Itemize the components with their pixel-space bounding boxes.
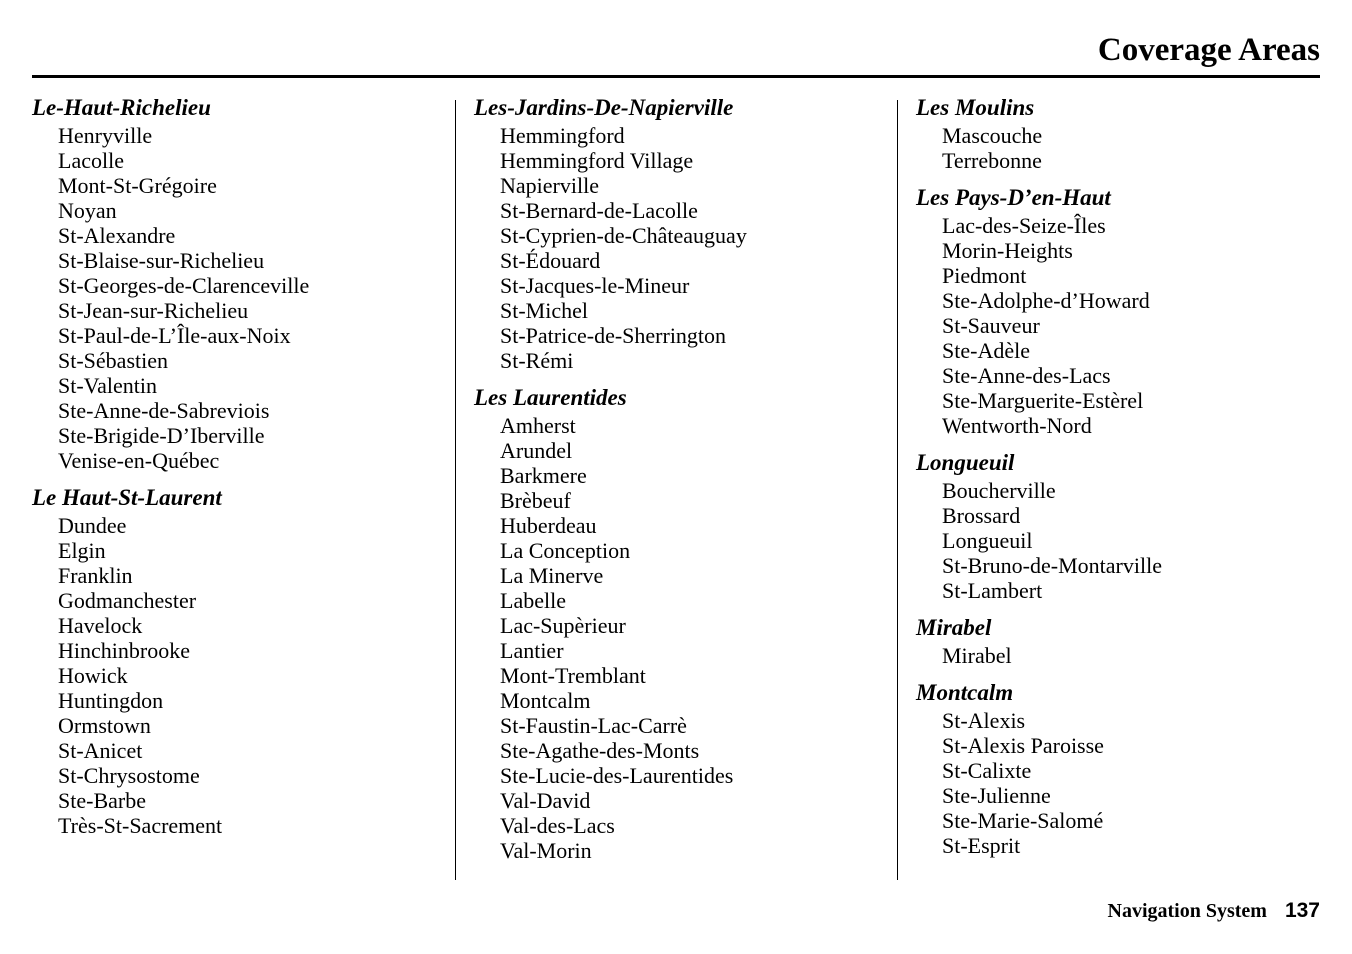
column-divider	[455, 100, 456, 880]
region-section	[916, 448, 1336, 603]
page-number: 137	[1284, 899, 1320, 922]
place-item: Howick	[58, 663, 128, 688]
place-item: Havelock	[58, 613, 143, 638]
place-item: St-Michel	[500, 298, 588, 323]
place-item: St-Alexis Paroisse	[942, 733, 1104, 758]
place-item: Très-St-Sacrement	[58, 813, 223, 838]
region-heading: Longueuil	[916, 450, 1015, 475]
column-3	[916, 93, 1336, 868]
place-item: St-Jacques-le-Mineur	[500, 273, 690, 298]
region-heading: Les Moulins	[916, 95, 1035, 120]
region-section	[916, 183, 1336, 438]
place-item: Ormstown	[58, 713, 151, 738]
place-item: St-Sébastien	[58, 348, 168, 373]
region-section	[916, 678, 1336, 858]
place-list	[32, 123, 452, 473]
place-item: Terrebonne	[942, 148, 1042, 173]
place-list	[916, 123, 1336, 173]
place-list	[916, 478, 1336, 603]
place-item: Lacolle	[58, 148, 124, 173]
place-item: St-Esprit	[942, 833, 1021, 858]
place-item: Elgin	[58, 538, 106, 563]
footer	[1108, 896, 1321, 928]
place-item: Boucherville	[942, 478, 1056, 503]
place-item: St-Anicet	[58, 738, 143, 763]
place-item: St-Lambert	[942, 578, 1043, 603]
place-list	[32, 513, 452, 838]
place-item: St-Sauveur	[942, 313, 1040, 338]
place-item: Ste-Anne-de-Sabreviois	[58, 398, 270, 423]
place-item: Lantier	[500, 638, 564, 663]
place-item: Mirabel	[942, 643, 1012, 668]
place-item: St-Jean-sur-Richelieu	[58, 298, 249, 323]
place-item: St-Bernard-de-Lacolle	[500, 198, 698, 223]
place-item: Brèbeuf	[500, 488, 571, 513]
place-item: Ste-Adèle	[942, 338, 1030, 363]
place-item: Godmanchester	[58, 588, 197, 613]
column-1	[32, 93, 452, 848]
place-item: St-Alexis	[942, 708, 1026, 733]
place-item: Huberdeau	[500, 513, 597, 538]
place-item: Hinchinbrooke	[58, 638, 190, 663]
place-item: Montcalm	[500, 688, 591, 713]
place-item: St-Rémi	[500, 348, 574, 373]
region-section	[32, 93, 452, 473]
place-item: Lac-Supèrieur	[500, 613, 626, 638]
place-item: Barkmere	[500, 463, 587, 488]
place-item: Val-des-Lacs	[500, 813, 615, 838]
region-section	[474, 93, 894, 373]
region-heading: Les-Jardins-De-Napierville	[474, 95, 734, 120]
place-item: St-Valentin	[58, 373, 157, 398]
place-item: Ste-Barbe	[58, 788, 146, 813]
place-item: Ste-Anne-des-Lacs	[942, 363, 1111, 388]
region-heading: Montcalm	[916, 680, 1014, 705]
region-heading: Mirabel	[916, 615, 992, 640]
place-item: St-Faustin-Lac-Carrè	[500, 713, 687, 738]
place-item: Lac-des-Seize-Îles	[942, 213, 1106, 238]
place-item: Mascouche	[942, 123, 1043, 148]
place-item: Wentworth-Nord	[942, 413, 1092, 438]
place-item: Dundee	[58, 513, 127, 538]
region-heading: Le Haut-St-Laurent	[32, 485, 222, 510]
place-item: St-Chrysostome	[58, 763, 200, 788]
place-item: Ste-Brigide-D’Iberville	[58, 423, 265, 448]
place-list	[474, 123, 894, 373]
place-item: Venise-en-Québec	[58, 448, 220, 473]
place-item: Ste-Adolphe-d’Howard	[942, 288, 1150, 313]
place-list	[916, 643, 1336, 668]
footer-label: Navigation System	[1107, 900, 1267, 922]
place-item: St-Édouard	[500, 248, 601, 273]
place-item: Val-David	[500, 788, 591, 813]
column-divider	[897, 100, 898, 880]
place-item: St-Alexandre	[58, 223, 176, 248]
place-item: Henryville	[58, 123, 153, 148]
place-item: St-Patrice-de-Sherrington	[500, 323, 727, 348]
title-rule	[32, 75, 1320, 78]
place-item: Ste-Lucie-des-Laurentides	[500, 763, 734, 788]
place-item: Ste-Marguerite-Estèrel	[942, 388, 1144, 413]
place-item: Ste-Marie-Salomé	[942, 808, 1104, 833]
region-section	[916, 613, 1336, 668]
place-list	[916, 708, 1336, 858]
place-item: La Minerve	[500, 563, 604, 588]
place-item: St-Georges-de-Clarenceville	[58, 273, 310, 298]
place-item: Morin-Heights	[942, 238, 1073, 263]
place-item: Mont-St-Grégoire	[58, 173, 217, 198]
region-section	[474, 383, 894, 863]
place-item: Napierville	[500, 173, 599, 198]
place-item: Hemmingford Village	[500, 148, 694, 173]
region-section	[32, 483, 452, 838]
place-item: Noyan	[58, 198, 117, 223]
region-heading: Le-Haut-Richelieu	[32, 95, 211, 120]
place-item: Hemmingford	[500, 123, 625, 148]
place-item: Ste-Julienne	[942, 783, 1051, 808]
place-item: Labelle	[500, 588, 566, 613]
region-heading: Les Laurentides	[474, 385, 627, 410]
place-item: St-Calixte	[942, 758, 1032, 783]
place-item: Ste-Agathe-des-Monts	[500, 738, 700, 763]
column-2	[474, 93, 894, 873]
place-item: St-Cyprien-de-Châteauguay	[500, 223, 747, 248]
place-item: Amherst	[500, 413, 576, 438]
place-item: La Conception	[500, 538, 631, 563]
place-item: St-Paul-de-L’Île-aux-Noix	[58, 323, 291, 348]
place-list	[474, 413, 894, 863]
page-title: Coverage Areas	[1097, 32, 1320, 68]
region-heading: Les Pays-D’en-Haut	[916, 185, 1111, 210]
region-section	[916, 93, 1336, 173]
place-item: Piedmont	[942, 263, 1027, 288]
place-item: Franklin	[58, 563, 133, 588]
place-item: Longueuil	[942, 528, 1033, 553]
place-item: Brossard	[942, 503, 1021, 528]
place-item: Arundel	[500, 438, 573, 463]
place-item: Mont-Tremblant	[500, 663, 646, 688]
place-list	[916, 213, 1336, 438]
place-item: St-Bruno-de-Montarville	[942, 553, 1162, 578]
place-item: Val-Morin	[500, 838, 592, 863]
place-item: St-Blaise-sur-Richelieu	[58, 248, 265, 273]
place-item: Huntingdon	[58, 688, 164, 713]
